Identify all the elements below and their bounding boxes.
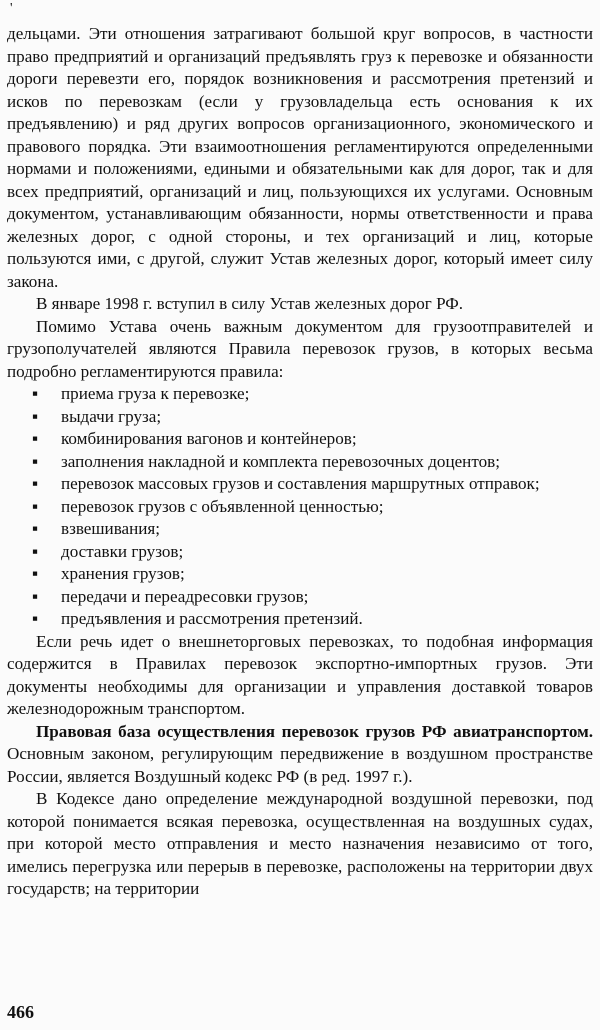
paragraph-air-legal-basis bbox=[7, 721, 593, 789]
page-corner-mark: ' bbox=[10, 1, 13, 16]
paragraph-export-import: Если речь идет о внешнеторговых перевозках, то подобная информация содержится в Правилах перевозок экспортно-импортных грузов. Эти документы необходимы для организации и управления доставкой товаров железнодорожным транспортом. bbox=[7, 631, 593, 718]
list-item bbox=[7, 451, 593, 474]
list-item bbox=[7, 383, 593, 406]
paragraph-continuation: дельцами. Эти отношения затрагивают большой круг вопросов, в частности право предприятий и организаций предъявлять груз к перевозке и обязанности дороги перевезти его, порядок возникновения и рассмотрения претензий и исков по перевозкам (если у грузовладельца есть основания к их предъявлению) и ряд других вопросов организационного, экономического и правового порядка. Эти взаимоотношения регламентируются определенными нормами и положениями, едиными и обязательными как для дорог, так и для всех предприятий, организаций и лиц, пользующихся их услугами. Основным документом, устанавливающим обязанности, нормы ответственности и права железных дорог, с одной стороны, и тех организаций и лиц, которые пользуются ими, с другой, служит Устав железных дорог, который имеет силу закона. bbox=[7, 24, 593, 291]
bullet-icon: ▪ bbox=[32, 474, 39, 493]
list-item bbox=[7, 563, 593, 586]
page-number: 466 bbox=[7, 1002, 34, 1022]
document-page bbox=[7, 23, 593, 901]
list-item-text: заполнения накладной и комплекта перевозочных доцентов; bbox=[61, 451, 500, 471]
bullet-icon: ▪ bbox=[32, 429, 39, 448]
list-item bbox=[7, 586, 593, 609]
list-item bbox=[7, 518, 593, 541]
paragraph-air-legal-basis-text: Основным законом, регулирующим передвижение в воздушном пространстве России, является Воздушный кодекс РФ (в ред. 1997 г.). bbox=[7, 744, 593, 786]
paragraph-charter-date: В январе 1998 г. вступил в силу Устав железных дорог РФ. bbox=[36, 294, 464, 313]
list-item bbox=[7, 406, 593, 429]
list-item bbox=[7, 428, 593, 451]
bullet-icon: ▪ bbox=[32, 406, 39, 426]
paragraph-rules-intro: Помимо Устава очень важным документом для грузоотправителей и грузополучателей являются Правила перевозок грузов, в которых весьма подробно регламентируются правила: bbox=[7, 316, 593, 381]
list-item-text: приема груза к перевозке; bbox=[61, 384, 250, 403]
list-item-text: перевозок грузов с объявленной ценностью; bbox=[61, 496, 384, 516]
list-item bbox=[7, 496, 593, 519]
list-item-text: выдачи груза; bbox=[61, 406, 162, 426]
bullet-icon: ▪ bbox=[32, 519, 39, 538]
list-item-text: хранения грузов; bbox=[61, 564, 185, 583]
section-heading: Правовая база осуществления перевозок грузов РФ авиатранспортом. bbox=[36, 721, 593, 741]
bullet-icon: ▪ bbox=[32, 609, 39, 628]
list-item bbox=[7, 608, 593, 631]
list-item bbox=[7, 473, 593, 496]
bullet-icon: ▪ bbox=[32, 586, 39, 606]
bullet-icon: ▪ bbox=[32, 384, 39, 403]
list-item-text: доставки грузов; bbox=[61, 541, 184, 561]
list-item-text: передачи и переадресовки грузов; bbox=[61, 586, 309, 606]
list-item-text: комбинирования вагонов и контейнеров; bbox=[61, 429, 357, 448]
list-item-text: перевозок массовых грузов и составления маршрутных отправок; bbox=[61, 474, 540, 493]
list-item-text: взвешивания; bbox=[61, 519, 161, 538]
rules-list bbox=[7, 383, 593, 631]
paragraph-air-code-definition: В Кодексе дано определение международной воздушной перевозки, под которой понимается всякая перевозка, осуществленная на воздушных судах, при которой место отправления и место назначения независимо от того, имелись перегрузка или перерыв в перевозке, расположены на территории двух государств; на территории bbox=[7, 789, 593, 898]
list-item bbox=[7, 541, 593, 564]
list-item-text: предъявления и рассмотрения претензий. bbox=[61, 609, 363, 628]
bullet-icon: ▪ bbox=[32, 541, 39, 561]
bullet-icon: ▪ bbox=[32, 451, 39, 471]
bullet-icon: ▪ bbox=[32, 496, 39, 516]
bullet-icon: ▪ bbox=[32, 564, 39, 583]
